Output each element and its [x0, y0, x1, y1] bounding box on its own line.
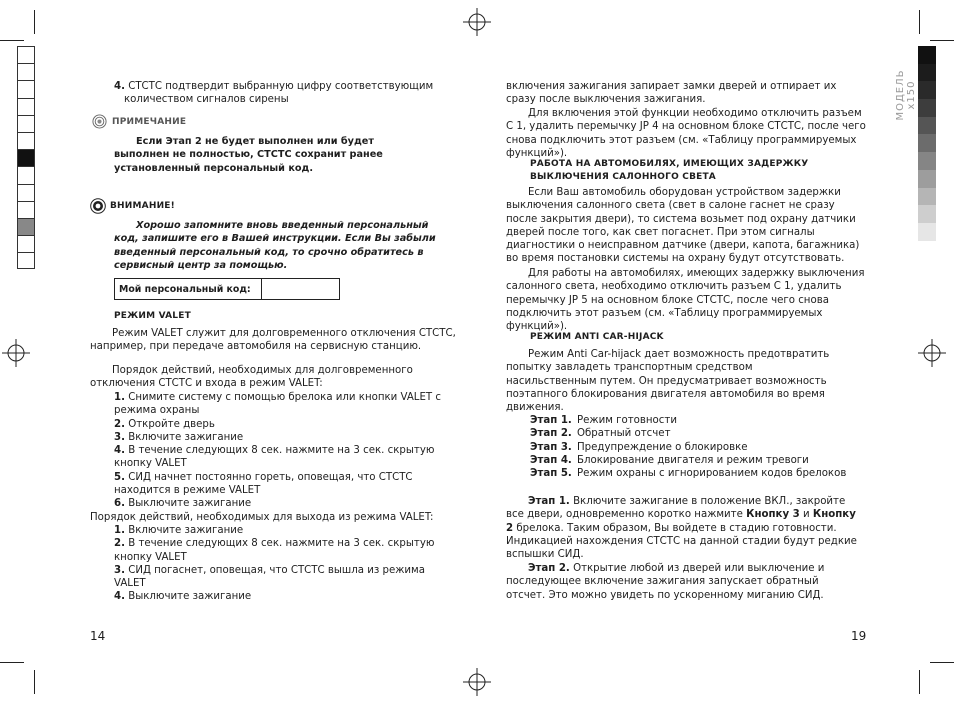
model-label: МОДЕЛЬ x150: [895, 69, 917, 121]
valet-exit-steps: [114, 524, 454, 604]
right-paragraph-4: Для работы на автомобилях, имеющих задержку выключения салонного света, необходимо отключить разъем С 1, удалить перемычку JP 5 на основном блоке СТСТС, после чего снова подключить этот разъем (см. «Таблицу программируемых функций»).: [506, 268, 865, 333]
list-item: 3. Включите зажигание: [114, 431, 244, 443]
list-item: 4. Выключите зажигание: [114, 591, 252, 603]
crop-mark: [919, 670, 920, 694]
stage-2-description: Этап 2. Открытие любой из дверей или выключение и последующее включение зажигания запускает обратный отсчет. Это можно увидеть по ускоренному миганию СИД.: [506, 563, 825, 601]
note-heading: ПРИМЕЧАНИЕ: [92, 114, 186, 129]
crop-mark: [930, 662, 954, 663]
valet-exit-intro: Порядок действий, необходимых для выхода из режима VALET:: [90, 512, 434, 523]
note-icon: [92, 114, 107, 129]
list-item: 6. Выключите зажигание: [114, 498, 252, 510]
warning-text: Хорошо запомните вновь введенный персональный код, запишите его в Вашей инструкции. Если Вы забыли введенный персональный код, то срочно обратитесь в сервисный центр за помощью.: [114, 220, 436, 271]
list-item: 4. В течение следующих 8 сек. нажмите на 3 сек. скрытую кнопку VALET: [114, 445, 435, 470]
hijack-heading: РЕЖИМ ANTI CAR-HIJACK: [530, 332, 664, 342]
registration-mark-icon: [463, 8, 491, 36]
section-tab-strip: [17, 46, 35, 269]
right-paragraph-1: включения зажигания запирает замки дверей и отпирает их сразу после выключения зажигания.: [506, 81, 837, 106]
list-item: 1. Включите зажигание: [114, 525, 244, 536]
crop-mark: [0, 40, 24, 41]
crop-mark: [34, 670, 35, 694]
registration-mark-icon: [2, 339, 30, 367]
crop-mark: [34, 10, 35, 34]
crop-mark: [0, 662, 24, 663]
list-item: Этап 1. Режим готовности: [530, 415, 677, 426]
note-text: Если Этап 2 не будет выполнен или будет выполнен не полностью, СТСТС сохранит ранее установленный персональный код.: [114, 136, 383, 174]
stage-1-description: Этап 1. Включите зажигание в положение ВКЛ., закройте все двери, одновременно коротко нажмите Кнопку 3 и Кнопку 2 брелока. Таким образом, Вы войдете в стадию готовности. Индикацией нахождения СТСТС на данной стадии будут редкие вспышки СИД.: [506, 496, 857, 561]
valet-intro: Режим VALET служит для долговременного отключения СТСТС, например, при передаче автомобиля на сервисную станцию.: [90, 328, 456, 353]
list-item: Этап 3. Предупреждение о блокировке: [530, 441, 748, 453]
list-item: 1. Снимите систему с помощью брелока или кнопки VALET с режима охраны: [114, 392, 441, 417]
registration-mark-icon: [463, 668, 491, 696]
right-paragraph-3: Если Ваш автомобиль оборудован устройством задержки выключения салонного света (свет в салоне гаснет не сразу после закрытия двери), то система возьмет под охрану датчики дверей после того, как свет погаснет. При этом сигналы диагностики о неисправном датчике (двери, капота, багажника) во время постановки системы на охрану будут отсутствовать.: [506, 187, 860, 265]
personal-code-box: [114, 278, 340, 300]
item-4: 4. СТСТС подтвердит выбранную цифру соответствующим количеством сигналов сирены: [114, 81, 434, 106]
page-number-left: 14: [90, 629, 106, 643]
warning-icon: [90, 198, 106, 214]
right-paragraph-5: Режим Anti Car-hijack дает возможность предотвратить попытку завладеть транспортным средством насильственным путем. Он предусматривает возможность поэтапного блокирования двигателя автомобиля во время движения.: [506, 349, 830, 414]
crop-mark: [919, 10, 920, 34]
list-item: 3. СИД погаснет, оповещая, что СТСТС вышла из режима VALET: [114, 564, 425, 590]
list-item: 2. В течение следующих 8 сек. нажмите на 3 сек. скрытую кнопку VALET: [114, 538, 435, 563]
registration-mark-icon: [918, 339, 946, 367]
valet-heading: РЕЖИМ VALET: [114, 311, 191, 321]
delay-heading: РАБОТА НА АВТОМОБИЛЯХ, ИМЕЮЩИХ ЗАДЕРЖКУ ВЫКЛЮЧЕНИЯ САЛОННОГО СВЕТА: [530, 159, 809, 182]
personal-code-label: Мой персональный код:: [115, 279, 262, 299]
valet-enter-intro: Порядок действий, необходимых для долговременного отключения СТСТС и входа в режим VALET:: [90, 365, 413, 390]
valet-enter-steps: [114, 391, 454, 511]
list-item: Этап 4. Блокирование двигателя и режим тревоги: [530, 454, 809, 466]
right-paragraph-2: Для включения этой функции необходимо отключить разъем С 1, удалить перемычку JP 4 на основном блоке СТСТС, после чего снова подключить этот разъем (см. «Таблицу программируемых функций»).: [506, 108, 866, 159]
page-number-right: 19: [851, 629, 867, 643]
crop-mark: [930, 40, 954, 41]
list-item: Этап 5. Режим охраны с игнорированием кодов брелоков: [530, 468, 847, 480]
color-calibration-strip: [918, 46, 936, 241]
list-item: Этап 2. Обратный отсчет: [530, 428, 671, 440]
list-item: 2. Откройте дверь: [114, 418, 215, 430]
warning-heading: ВНИМАНИЕ!: [90, 198, 175, 214]
list-item: 5. СИД начнет постоянно гореть, оповещая, что СТСТС находится в режиме VALET: [114, 471, 413, 497]
stages-list: [530, 414, 870, 480]
